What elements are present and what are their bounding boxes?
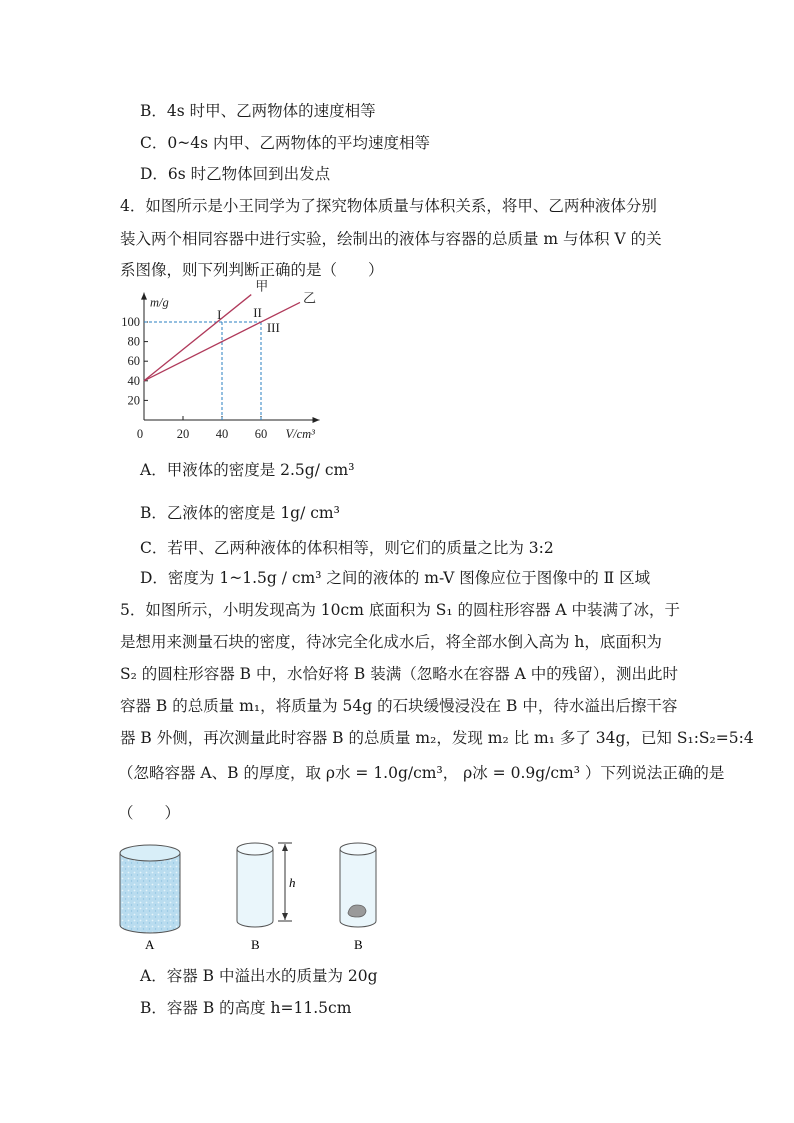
- q3-option-b: B．4s 时甲、乙两物体的速度相等: [140, 102, 376, 120]
- q3-option-c: C．0~4s 内甲、乙两物体的平均速度相等: [140, 134, 430, 152]
- q4-stem-line-3: 系图像，则下列判断正确的是（ ）: [120, 261, 384, 279]
- q5-stem-line-1: 5．如图所示，小明发现高为 10cm 底面积为 S₁ 的圆柱形容器 A 中装满了冰，于: [120, 601, 681, 619]
- q4-option-b: B．乙液体的密度是 1g/ cm³: [140, 504, 340, 522]
- q4-option-c: C．若甲、乙两种液体的体积相等，则它们的质量之比为 3:2: [140, 539, 554, 557]
- y-axis-title: m/g: [150, 295, 169, 310]
- q5-stem-line-5: 器 B 外侧，再次测量此时容器 B 的总质量 m₂，发现 m₂ 比 m₁ 多了 34g，已知 S₁:S₂=5:4: [120, 729, 754, 747]
- x-axis-arrow: [313, 417, 320, 423]
- container-b-stone: [340, 843, 376, 927]
- q4-option-d: D．密度为 1~1.5g / cm³ 之间的液体的 m-V 图像应位于图像中的 Ⅱ 区域: [140, 569, 651, 587]
- y-tick-label: 20: [127, 393, 140, 408]
- x-axis-title: V/cm³: [285, 427, 315, 441]
- region-label-1: I: [217, 307, 222, 323]
- q5-option-a: A．容器 B 中溢出水的质量为 20g: [140, 967, 378, 985]
- y-tick-label: 60: [127, 354, 140, 369]
- q4-stem-line-2: 装入两个相同容器中进行实验，绘制出的液体与容器的总质量 m 与体积 V 的关: [120, 230, 662, 248]
- label-b-2: B: [354, 937, 363, 952]
- label-a: A: [145, 937, 155, 952]
- containers-figure: [115, 835, 395, 955]
- x-tick-label: 40: [215, 427, 229, 441]
- y-axis-arrow: [141, 293, 147, 300]
- mass-volume-chart: [118, 278, 328, 448]
- q5-stem-line-4: 容器 B 的总质量 m₁，将质量为 54g 的石块缓慢浸没在 B 中，待水溢出后擦干容: [120, 697, 678, 715]
- container-a: [120, 845, 180, 933]
- x-tick-label: 20: [176, 427, 190, 441]
- q5-stem-line-6: （忽略容器 A、B 的厚度，取 ρ水 = 1.0g/cm³， ρ冰 = 0.9g/cm³ ）下列说法正确的是: [118, 764, 725, 782]
- q4-option-a: A．甲液体的密度是 2.5g/ cm³: [140, 461, 355, 479]
- q5-stem-line-7: （ ）: [118, 804, 181, 822]
- series-label-2: 乙: [303, 290, 317, 306]
- y-tick-label: 100: [121, 315, 140, 329]
- y-tick-label: 80: [127, 334, 140, 349]
- q3-option-d: D．6s 时乙物体回到出发点: [140, 165, 331, 183]
- y-tick-label: 40: [127, 373, 140, 388]
- q4-stem-line-1: 4．如图所示是小王同学为了探究物体质量与体积关系，将甲、乙两种液体分别: [120, 197, 657, 215]
- q5-stem-line-2: 是想用来测量石块的密度，待冰完全化成水后，将全部水倒入高为 h，底面积为: [120, 633, 662, 651]
- x-tick-label: 60: [254, 427, 268, 441]
- q5-option-b: B．容器 B 的高度 h=11.5cm: [140, 999, 352, 1017]
- label-b-1: B: [251, 937, 260, 952]
- x-tick-label: 0: [136, 427, 144, 441]
- q5-stem-line-3: S₂ 的圆柱形容器 B 中，水恰好将 B 装满（忽略水在容器 A 中的残留），测出此时: [120, 665, 679, 683]
- series-label-1: 甲: [255, 278, 269, 294]
- region-label-2: II: [253, 305, 262, 321]
- container-b-empty: [237, 843, 292, 927]
- height-label: h: [289, 875, 296, 890]
- region-label-3: III: [266, 319, 280, 335]
